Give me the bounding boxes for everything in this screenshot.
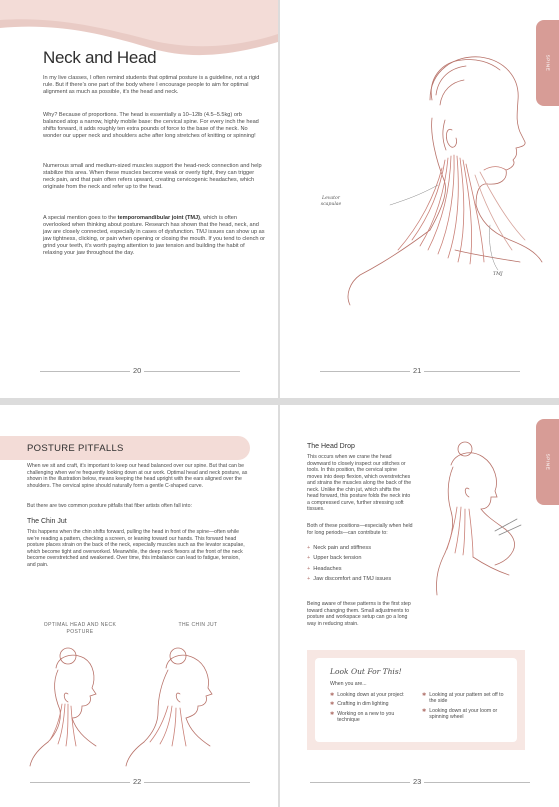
page-number: 22 (130, 777, 144, 786)
contribute-list (307, 545, 417, 584)
page-number: 20 (130, 366, 144, 375)
list-item: + Jaw discomfort and TMJ issues (307, 576, 392, 583)
page-number: 21 (410, 366, 424, 375)
label-levator-scapulae: Levator scapulae (320, 196, 342, 207)
section-tab: SPINE (536, 419, 559, 505)
paragraph: Being aware of these patterns is the first step toward changing them. Small adjustments to posture and workspace setup can go a long way in reducing strain. (307, 601, 411, 627)
section-tab: SPINE (536, 20, 559, 106)
page-20 (0, 0, 278, 398)
paragraph: In my live classes, I often remind students that optimal posture is a guideline, not a rigid rule. But if there’s one part of the body where I encourage people to aim for optimal alignment as much as possible, it’s the head and neck. (43, 75, 260, 96)
list-item: + Upper back tension (307, 555, 362, 562)
subheading: The Chin Jut (27, 518, 67, 525)
figure-caption: THE CHIN JUT (178, 622, 218, 628)
section-title: POSTURE PITFALLS (27, 443, 124, 454)
callout-left-list (330, 692, 415, 724)
paragraph: This happens when the chin shifts forward, pulling the head in front of the spine—often while we’re reading a pattern, checking a screen, or leaning toward our hands. This forward head posture places strain on the back of the neck, especially muscles such as the levator scapulae, which become tight and overworked. Meanwhile, the deep neck flexors at the front of the neck become overstretched and weakened. Over time, this imbalance can lead to fatigue, tension, and pain. (27, 529, 245, 568)
posture-figures-illustration (0, 638, 278, 798)
paragraph: A special mention goes to the temporomandibular joint (TMJ), which is often overlooked when thinking about posture. Research has shown that the head, neck, and jaw are closely connected, especially in cases of dysfunction. TMJ issues can show up as jaw tightness, clicking, or pain when opening or closing the mouth. If you tend to clench or grind your teeth, it’s worth paying attention to jaw tension and building the habit of relaxing your jaw throughout the day. (43, 215, 266, 257)
page-title: Neck and Head (43, 48, 157, 67)
list-item: ✱ Looking down at your project (330, 692, 404, 698)
list-item: ✱ Working on a new to you technique (330, 710, 395, 724)
label-tmj: TMJ (493, 272, 503, 277)
list-item: ✱ Crafting in dim lighting (330, 701, 389, 708)
callout-title: Look Out For This! (330, 667, 402, 676)
subheading: The Head Drop (307, 443, 355, 450)
figure-caption: OPTIMAL HEAD AND NECK POSTURE (43, 622, 117, 635)
paragraph: Both of these positions—especially when held for long periods—can contribute to: (307, 523, 413, 536)
callout-right-list (422, 692, 512, 721)
list-item: + Headaches (307, 565, 342, 572)
head-drop-illustration (425, 435, 555, 635)
page-number: 23 (410, 777, 424, 786)
page-22 (0, 405, 278, 807)
paragraph: When we sit and craft, it’s important to keep our head balanced over our spine. But that can be challenging when we’re frequently looking down at our work. Optimal head and neck posture, as shown in the illustration below, means keeping the head upright with the ears aligned over the shoulders. The cervical spine should naturally form a gentle C-shaped curve. (27, 463, 248, 489)
paragraph: Numerous small and medium-sized muscles support the head-neck connection and help stabilize this area. When these muscles become weak or overly tight, they can trigger neck pain, and that pain often refers upward, creating cervicogenic headaches, which originate from the neck and refer up to the head. (43, 163, 262, 191)
paragraph: Why? Because of proportions. The head is essentially a 10–12lb (4.5–5.5kg) orb balanced atop a narrow, highly mobile base: the cervical spine. For every inch the head shifts forward, it adds roughly ten extra pounds of force to the base of the neck. No wonder our upper neck and shoulders ache after long stretches of knitting or spinning! (43, 112, 259, 140)
list-item: ✱ Looking down at your loom or spinning wheel (422, 707, 498, 721)
list-item: + Neck pain and stiffness (307, 545, 372, 551)
paragraph: But there are two common posture pitfalls that fiber artists often fall into: (27, 503, 192, 509)
callout-intro: When you are... (330, 681, 367, 687)
page-21 (280, 0, 559, 398)
list-item: ✱ Looking at your pattern set off to the side (422, 692, 504, 705)
paragraph: This occurs when we crane the head downward to closely inspect our stitches or tools. In this position, the cervical spine moves into deep flexion, which overstretches and strains the muscles along the back of the neck. Unlike the chin jut, which shifts the head forward, this posture folds the neck into a compressed curve, further stressing soft tissues. (307, 454, 412, 512)
page-23 (280, 405, 559, 807)
callout-box (307, 650, 525, 750)
